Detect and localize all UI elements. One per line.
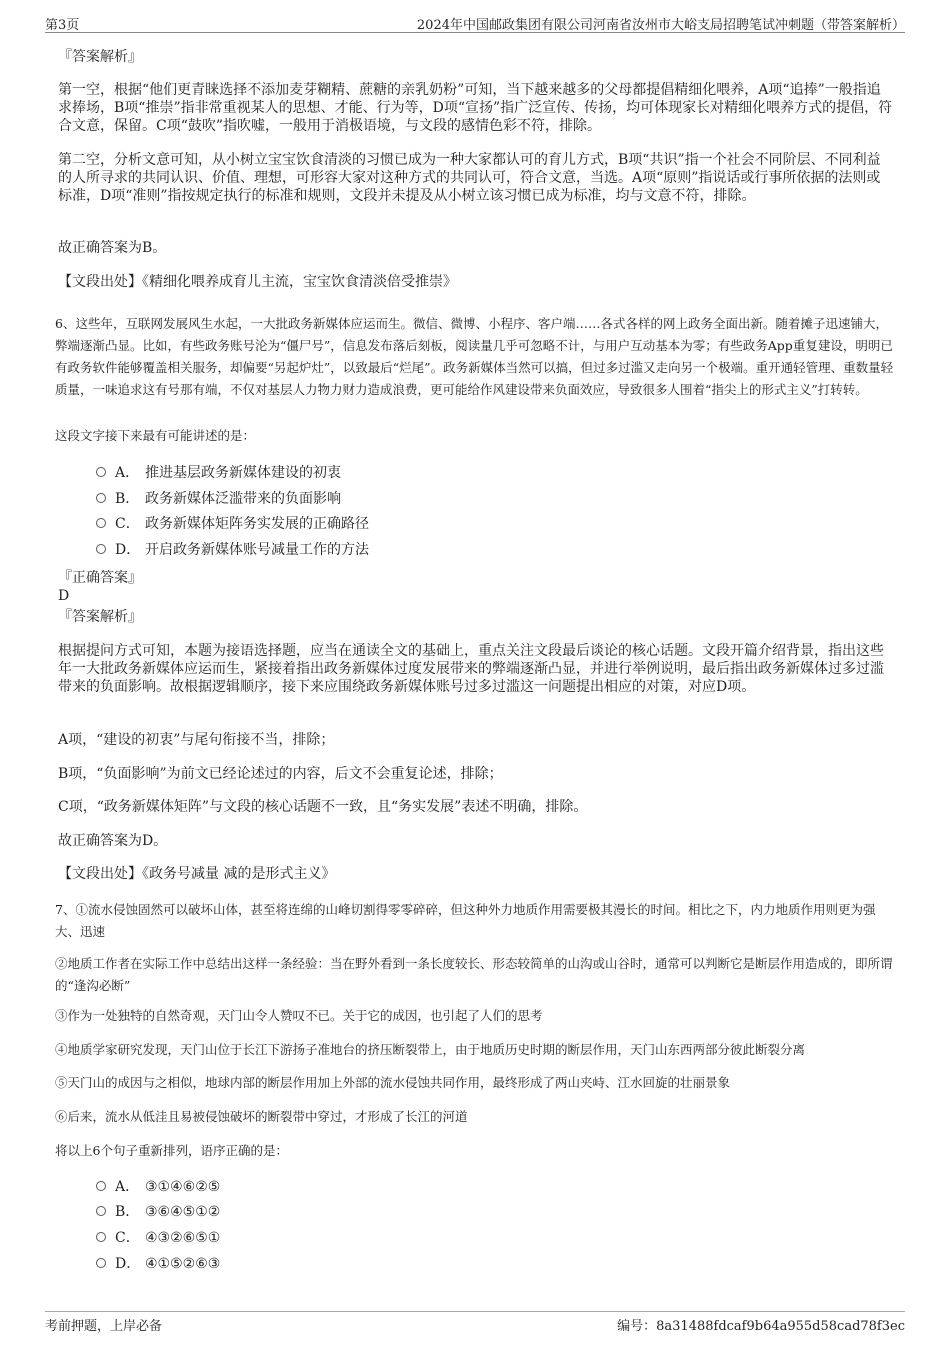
q6-note-b: B项，“负面影响”为前文已经论述过的内容，后文不会重复论述，排除； [58,766,503,782]
q6-option-b[interactable]: B． 政务新媒体泛滥带来的负面影响 [96,489,341,509]
radio-button-icon[interactable] [96,544,106,554]
radio-button-icon[interactable] [96,1206,106,1216]
q6-note-c: C项，“政务新媒体矩阵”与文段的核心话题不一致，且“务实发展”表述不明确，排除。 [58,799,588,815]
q7-sentence-6: ⑥后来，流水从低洼且易被侵蚀破坏的断裂带中穿过，才形成了长江的河道 [55,1109,468,1124]
page-header [45,12,905,33]
q5-analysis-paragraph-1: 第一空，根据“他们更青睐选择不添加麦芽糊精、蔗糖的亲乳奶粉”可知，当下越来越多的父母都提倡精细化喂养，A项“追捧”一般指追求捧场，B项“推崇”指非常重视某人的思想、才能、行为等，D项“宣扬”指广泛宣传、传扬，均可体现家长对精细化喂养方式的提倡，符合文意，保留。C项“鼓吹”指吹嘘，一般用于消极语境，与文段的感情色彩不符，排除。 [58,82,893,134]
radio-button-icon[interactable] [96,493,106,503]
document-title: 2024年中国邮政集团有限公司河南省汝州市大峪支局招聘笔试冲刺题（带答案解析） [416,18,905,33]
radio-button-icon[interactable] [96,518,106,528]
document-code: 编号：8a31488fdcaf9b64a955d58cad78f3ec [617,1319,905,1334]
q6-option-d[interactable]: D． 开启政务新媒体账号减量工作的方法 [96,540,369,560]
q7-option-d[interactable]: D． ④①⑤②⑥③ [96,1254,220,1274]
q7-sentence-1: 7、①流水侵蚀固然可以破坏山体，甚至将连绵的山峰切割得零零碎碎，但这种外力地质作用需要极其漫长的时间。相比之下，内力地质作用则更为强大、迅速 [55,902,876,939]
q6-analysis: 根据提问方式可知，本题为接语选择题，应当在通读全文的基础上，重点关注文段最后谈论的核心话题。文段开篇介绍背景，指出这些年一大批政务新媒体应运而生，紧接着指出政务新媒体过度发展带来的弊端逐渐凸显，并进行举例说明，最后指出政务新媒体过多过滥带来的负面影响。故根据逻辑顺序，接下来应围绕政务新媒体账号过多过滥这一问题提出相应的对策，对应D项。 [58,643,884,695]
q5-analysis-paragraph-2: 第二空，分析文意可知，从小树立宝宝饮食清淡的习惯已成为一种大家都认可的育儿方式，B项“共识”指一个社会不同阶层、不同利益的人所寻求的共同认识、价值、理想，可形容大家对这种方式的共同认可，符合文意，当选。A项“原则”指说话或行事所依据的法则或标准，D项“准则”指按规定执行的标准和规则，文段并未提及从小树立该习惯已成为标准，均与文意不符，排除。 [58,152,881,204]
q5-conclusion: 故正确答案为B。 [58,240,167,256]
page-number: 第3页 [45,18,80,33]
q6-source: 【文段出处】《政务号减量 减的是形式主义》 [58,866,336,882]
q7-sentence-4: ④地质学家研究发现，天门山位于长江下游扬子准地台的挤压断裂带上，由于地质历史时期的断层作用，天门山东西两部分彼此断裂分离 [55,1042,806,1057]
q7-option-c[interactable]: C． ④③②⑥⑤① [96,1228,220,1248]
radio-button-icon[interactable] [96,1258,106,1268]
q6-analysis-label: 『答案解析』 [58,609,142,625]
q7-sentence-3: ③作为一处独特的自然奇观，天门山令人赞叹不已。关于它的成因，也引起了人们的思考 [55,1008,543,1023]
q7-sentence-2: ②地质工作者在实际工作中总结出这样一条经验：当在野外看到一条长度较长、形态较简单的山沟或山谷时，通常可以判断它是断层作用造成的，即所谓的“逢沟必断” [55,956,893,993]
q5-analysis-label: 『答案解析』 [58,49,142,65]
q6-answer-label: 『正确答案』 [58,570,142,586]
radio-button-icon[interactable] [96,1232,106,1242]
q7-option-a[interactable]: A． ③①④⑥②⑤ [96,1177,220,1197]
q6-note-a: A项，“建设的初衷”与尾句衔接不当，排除； [58,732,335,748]
q6-option-c[interactable]: C． 政务新媒体矩阵务实发展的正确路径 [96,514,369,534]
q7-option-b[interactable]: B． ③⑥④⑤①② [96,1202,220,1222]
q6-conclusion: 故正确答案为D。 [58,833,168,849]
footer-slogan: 考前押题，上岸必备 [45,1319,163,1334]
q6-option-a[interactable]: A． 推进基层政务新媒体建设的初衷 [96,463,341,483]
radio-button-icon[interactable] [96,467,106,477]
q6-answer: D [58,588,70,604]
q5-source: 【文段出处】《精细化喂养成育儿主流，宝宝饮食清淡倍受推崇》 [58,274,457,290]
q6-stem: 6、这些年，互联网发展风生水起，一大批政务新媒体应运而生。微信、微博、小程序、客户端……各式各样的网上政务全面出新。随着摊子迅速铺大，弊端逐渐凸显。比如，有些政务账号沦为“僵尸号”，信息发布落后刻板，阅读量几乎可忽略不计，与用户互动基本为零；有些政务App重复建设，明明已有政务软件能够覆盖相关服务，却偏要“另起炉灶”，以致最后“烂尾”。政务新媒体当然可以搞，但过多过滥又走向另一个极端。重开通轻管理、重数量轻质量，一味追求这有号那有端，不仅对基层人力物力财力造成浪费，更可能给作风建设带来负面效应，导致很多人围着“指尖上的形式主义”打转转。 [55,316,894,397]
q7-sentence-5: ⑤天门山的成因与之相似，地球内部的断层作用加上外部的流水侵蚀共同作用，最终形成了两山夹峙、江水回旋的壮丽景象 [55,1075,731,1090]
radio-button-icon[interactable] [96,1181,106,1191]
q7-prompt: 将以上6个句子重新排列，语序正确的是： [55,1143,288,1158]
page-footer [45,1311,905,1334]
q6-prompt: 这段文字接下来最有可能讲述的是： [55,428,256,443]
